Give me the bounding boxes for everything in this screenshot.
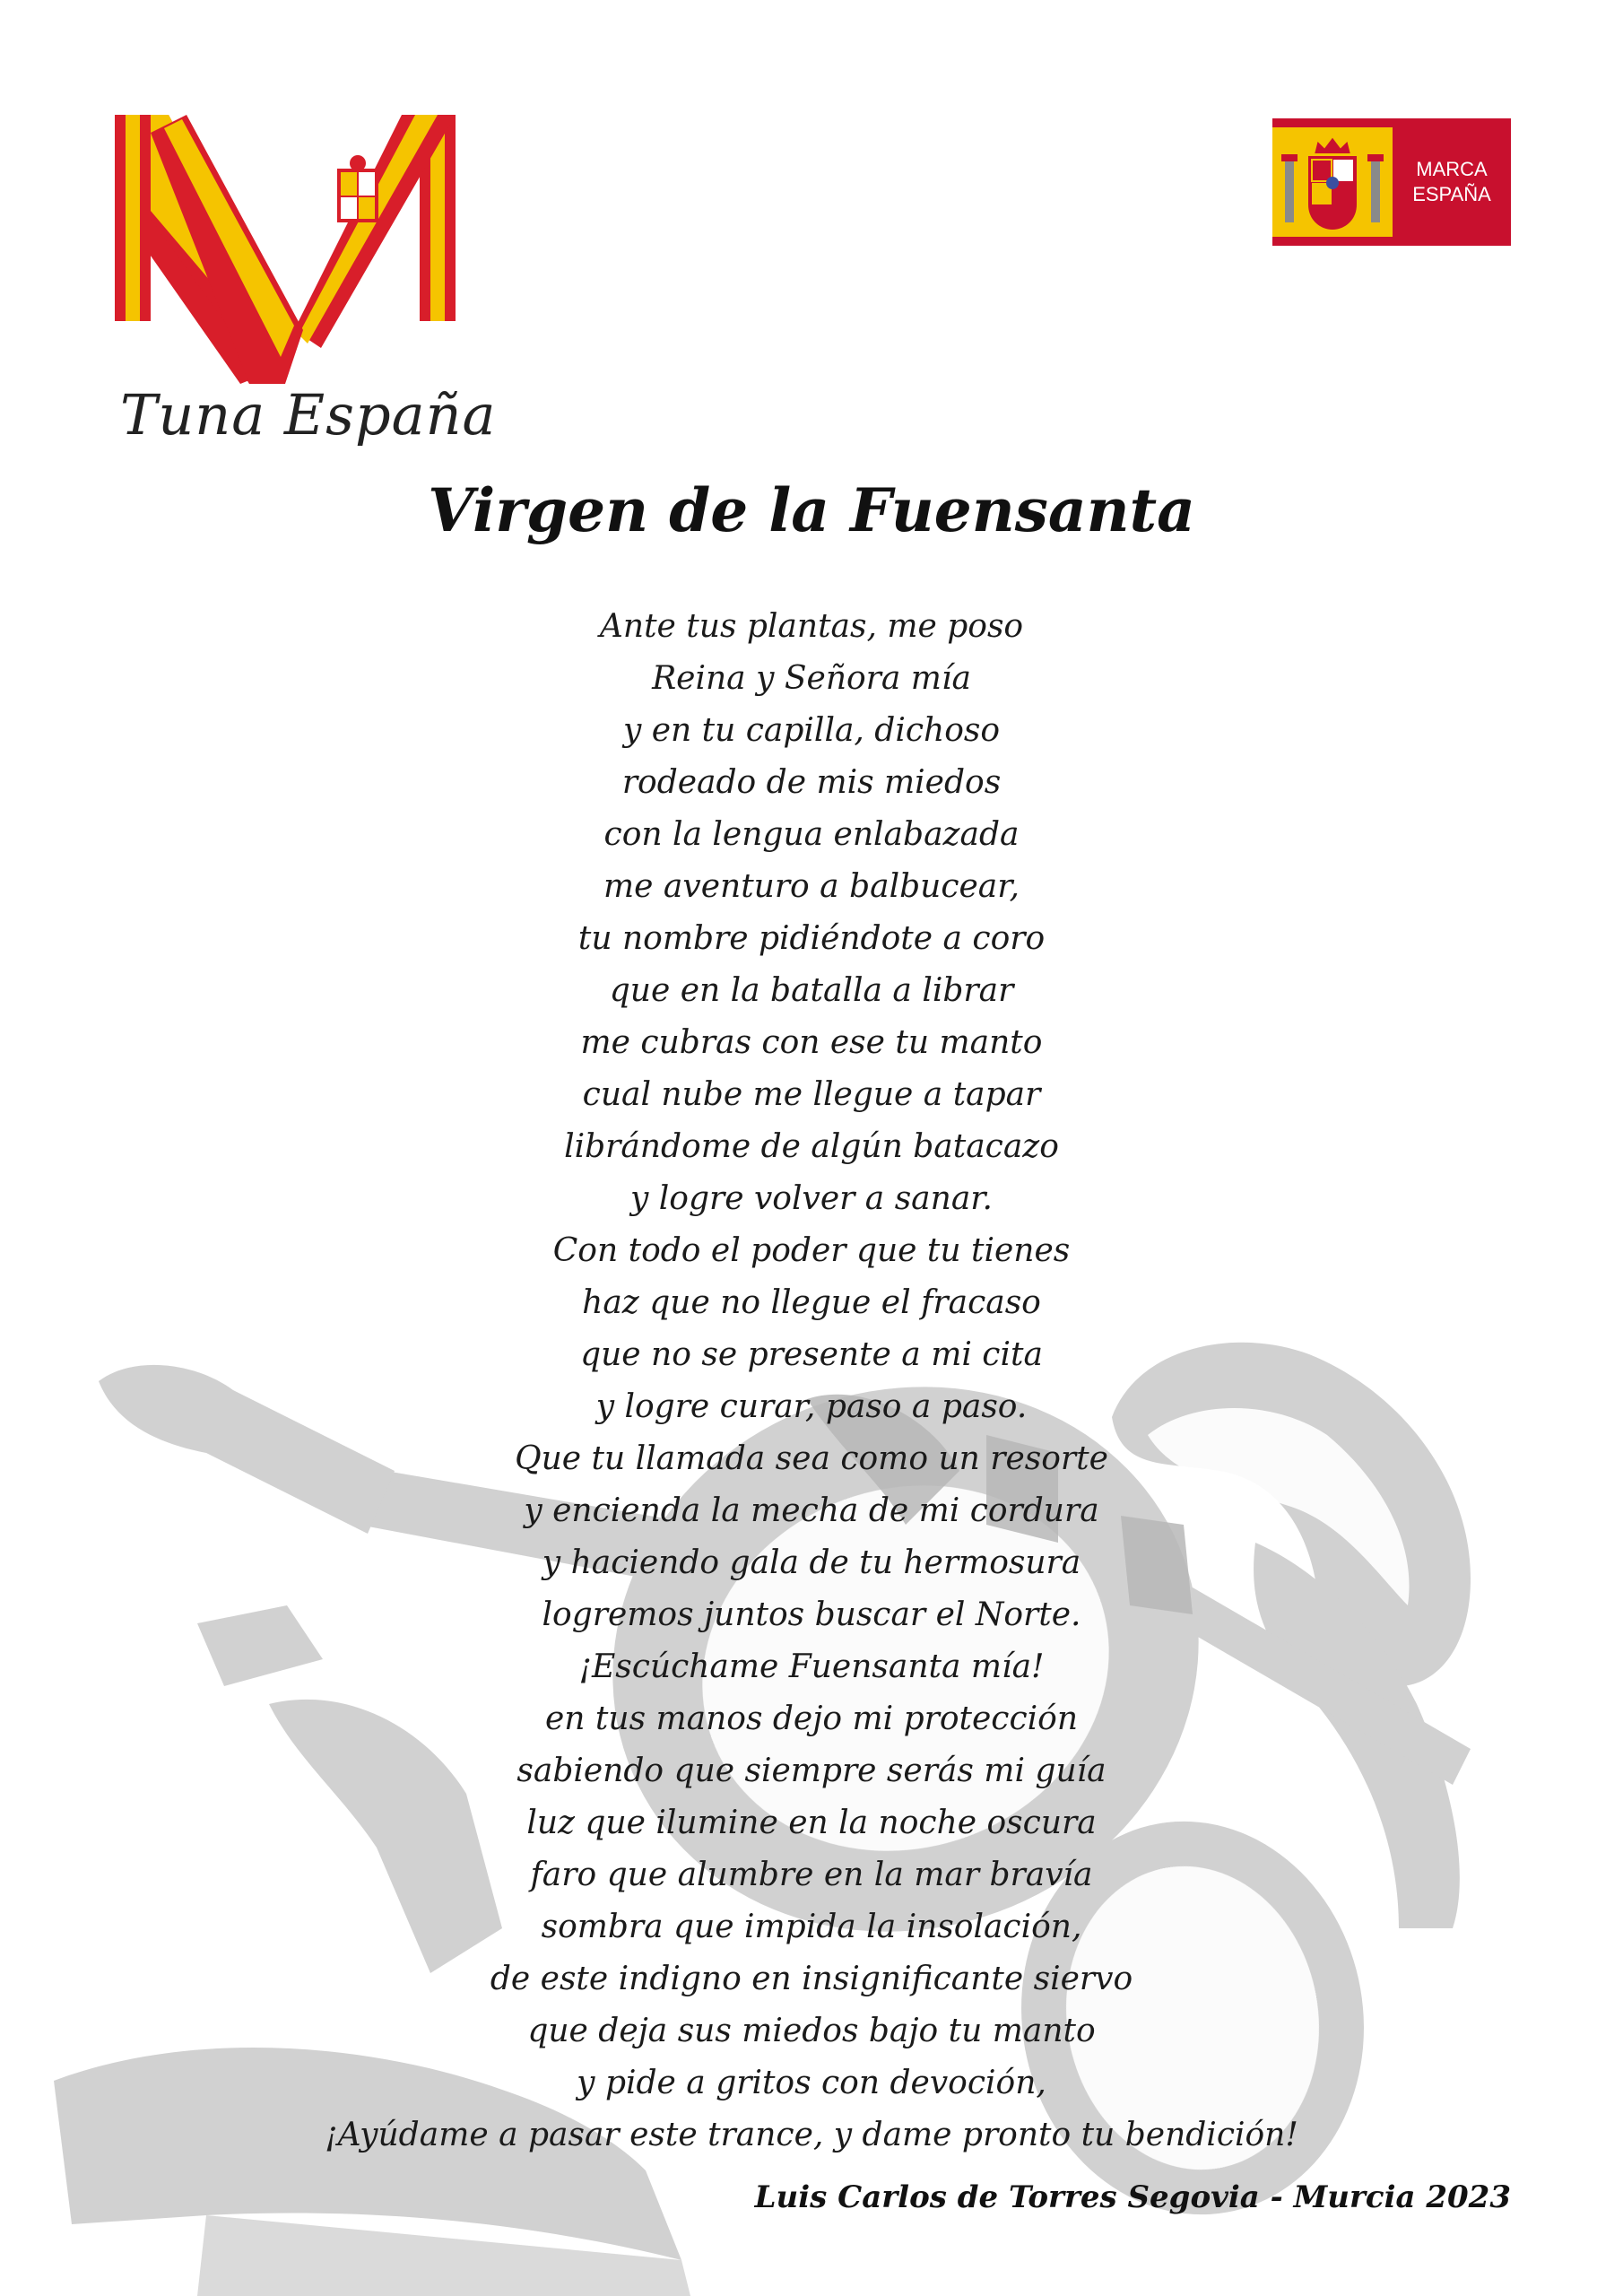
m-ribbon-icon xyxy=(115,115,456,384)
poem-line: librándome de algún batacazo xyxy=(564,1128,1059,1165)
tuna-espana-logo xyxy=(115,115,497,456)
poem-line: luz que ilumine en la noche oscura xyxy=(526,1805,1097,1841)
poem-line: sabiendo que siempre serás mi guía xyxy=(516,1752,1107,1789)
poem-line: sombra que impida la insolación, xyxy=(541,1909,1082,1945)
poem-line: que deja sus miedos bajo tu manto xyxy=(527,2013,1096,2049)
poem-line: ¡Ayúdame a pasar este trance, y dame pronto tu bendición! xyxy=(325,2117,1298,2153)
poem-line: haz que no llegue el fracaso xyxy=(582,1284,1041,1321)
poem-body xyxy=(0,601,1623,2161)
spain-flag-icon xyxy=(1272,118,1393,246)
poem-line: y logre curar, paso a paso. xyxy=(595,1388,1028,1425)
marca-espana-line1: MARCA xyxy=(1416,158,1488,180)
tuna-espana-logo-text: Tuna España xyxy=(120,382,497,448)
poem-title: Virgen de la Fuensanta xyxy=(428,475,1195,545)
marca-espana-logo xyxy=(1272,118,1511,246)
poem-line: y haciendo gala de tu hermosura xyxy=(542,1544,1081,1581)
poem-line: rodeado de mis miedos xyxy=(621,764,1002,801)
poem-signature: Luis Carlos de Torres Segovia - Murcia 2023 xyxy=(754,2179,1511,2215)
marca-espana-line2: ESPAÑA xyxy=(1412,183,1491,205)
poem-line: y encienda la mecha de mi cordura xyxy=(524,1492,1099,1529)
poem-line: Que tu llamada sea como un resorte xyxy=(515,1440,1108,1477)
poem-line: Con todo el poder que tu tienes xyxy=(552,1232,1071,1269)
poem-line: tu nombre pidiéndote a coro xyxy=(577,920,1046,957)
poem-line: y pide a gritos con devoción, xyxy=(577,2065,1046,2101)
poem-line: de este indigno en insignificante siervo xyxy=(490,1961,1133,1997)
poem-line: y logre volver a sanar. xyxy=(630,1180,993,1217)
poem-line: faro que alumbre en la mar bravía xyxy=(530,1857,1093,1893)
poem-line: me cubras con ese tu manto xyxy=(580,1024,1043,1061)
poem-line: en tus manos dejo mi protección xyxy=(545,1700,1078,1737)
poem-line: que en la batalla a librar xyxy=(609,972,1014,1009)
poem-line: ¡Escúchame Fuensanta mía! xyxy=(578,1648,1045,1685)
marca-espana-text-box xyxy=(1393,118,1511,246)
poem-line: logremos juntos buscar el Norte. xyxy=(542,1596,1081,1633)
poem-line: que no se presente a mi cita xyxy=(580,1336,1043,1373)
poem-line: con la lengua enlabazada xyxy=(603,816,1020,853)
poem-line: Reina y Señora mía xyxy=(652,660,971,697)
poem-line: Ante tus plantas, me poso xyxy=(599,608,1024,645)
poem-line: y en tu capilla, dichoso xyxy=(622,712,1001,749)
poem-line: me aventuro a balbucear, xyxy=(603,868,1020,905)
poem-line: cual nube me llegue a tapar xyxy=(582,1076,1041,1113)
